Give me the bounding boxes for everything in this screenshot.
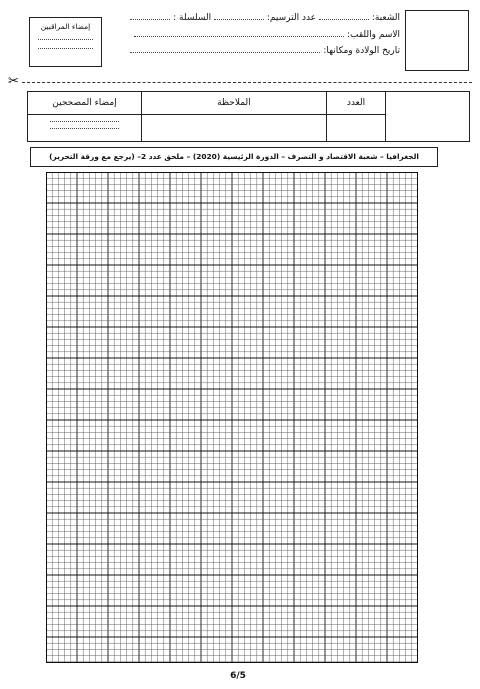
grading-blank-cell: [386, 92, 470, 142]
cut-line: [22, 82, 472, 83]
page-number: 6/5: [230, 671, 246, 681]
annex-banner-text: الجغرافيا – شعبة الاقتصاد و التصرف – الدورة الرئيسية (2020) – ملحق عدد 2– (يرجع مع ورقة التحرير): [49, 152, 419, 161]
branch-label: الشعبة:: [371, 13, 400, 23]
birth-label: تاريخ الولادة ومكانها:: [323, 46, 400, 56]
proctors-label: إمضاء المراقبين: [40, 22, 91, 31]
remarks-header: الملاحظة: [141, 92, 326, 115]
scissors-icon: ✂: [8, 74, 19, 89]
reg-number-label: عدد الترسيم:: [266, 13, 317, 23]
birth-line: [112, 46, 400, 60]
name-line: [112, 30, 400, 44]
score-cell: [326, 115, 385, 142]
name-label: الاسم واللقب:: [346, 30, 400, 40]
annex-banner: [30, 147, 438, 167]
remarks-cell: [141, 115, 326, 142]
graph-paper: [46, 172, 418, 663]
series-label: السلسلة :: [173, 13, 212, 23]
correctors-header: إمضاء المصححين: [28, 92, 142, 115]
correctors-sign-cell: [28, 115, 142, 142]
branch-line: [112, 13, 400, 27]
score-header: العدد: [326, 92, 385, 115]
photo-box: [405, 10, 469, 71]
grading-table: [27, 91, 470, 142]
proctors-box: [29, 17, 102, 67]
